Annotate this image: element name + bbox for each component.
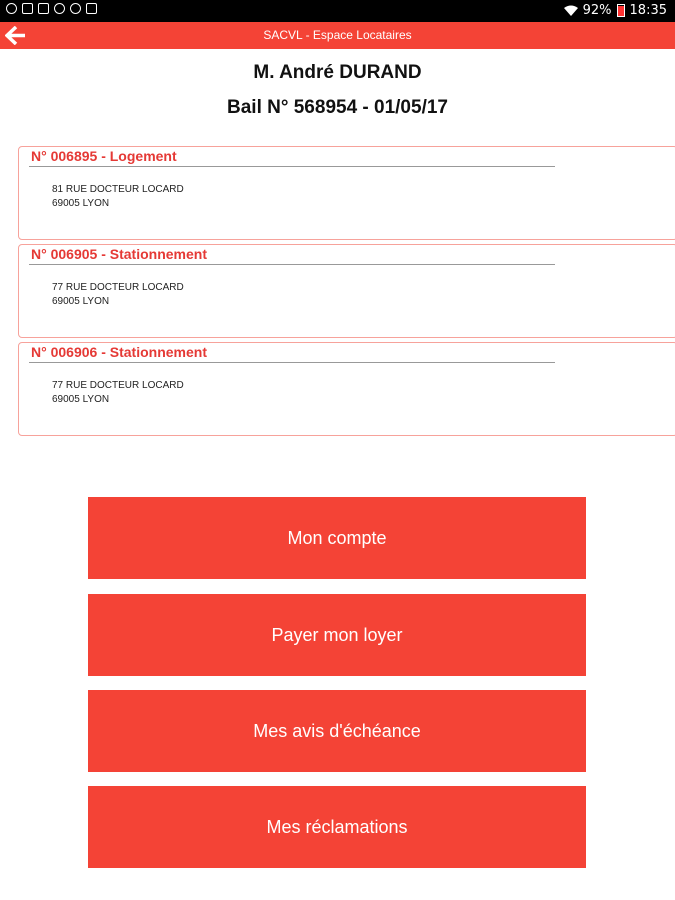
battery-percent: 92%	[582, 3, 612, 18]
address-line: 77 RUE DOCTEUR LOCARD	[52, 380, 184, 391]
pay-rent-button[interactable]: Payer mon loyer	[88, 594, 586, 676]
address-line: 77 RUE DOCTEUR LOCARD	[52, 282, 184, 293]
my-account-button[interactable]: Mon compte	[88, 497, 586, 579]
notification-icons	[6, 3, 97, 14]
property-title: N° 006905 - Stationnement	[31, 246, 207, 262]
address-city: 69005 LYON	[52, 394, 110, 405]
system-indicators	[564, 3, 667, 18]
sync-icon	[70, 3, 81, 14]
payment-notices-button[interactable]: Mes avis d'échéance	[88, 690, 586, 772]
property-card[interactable]	[18, 146, 675, 240]
property-address	[52, 379, 184, 407]
app-title: SACVL - Espace Locataires	[263, 28, 412, 42]
battery-icon	[617, 4, 625, 17]
notification-icon	[86, 3, 97, 14]
lease-info: Bail N° 568954 - 01/05/17	[227, 97, 448, 118]
property-title: N° 006895 - Logement	[31, 148, 177, 164]
message-icon	[22, 3, 33, 14]
address-city: 69005 LYON	[52, 198, 110, 209]
property-address	[52, 281, 184, 309]
status-bar	[0, 0, 675, 22]
property-title: N° 006906 - Stationnement	[31, 344, 207, 360]
divider	[29, 362, 555, 363]
tenant-name: M. André DURAND	[253, 62, 422, 83]
property-address	[52, 183, 184, 211]
app-bar	[0, 22, 675, 49]
address-line: 81 RUE DOCTEUR LOCARD	[52, 184, 184, 195]
address-city: 69005 LYON	[52, 296, 110, 307]
clock: 18:35	[629, 3, 667, 18]
property-card[interactable]	[18, 244, 675, 338]
wifi-icon	[564, 5, 578, 16]
settings-icon	[6, 3, 17, 14]
voicemail-icon	[54, 3, 65, 14]
divider	[29, 166, 555, 167]
divider	[29, 264, 555, 265]
property-card[interactable]	[18, 342, 675, 436]
image-icon	[38, 3, 49, 14]
claims-button[interactable]: Mes réclamations	[88, 786, 586, 868]
